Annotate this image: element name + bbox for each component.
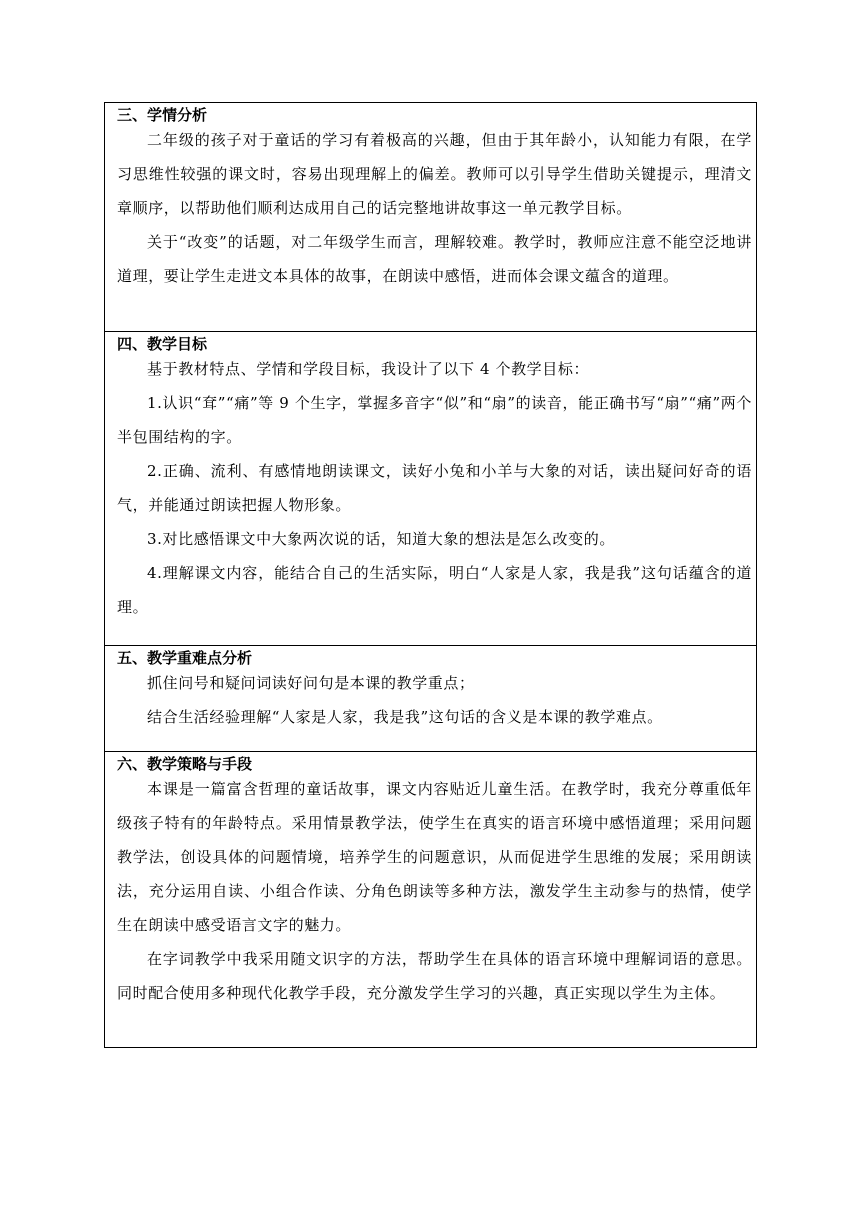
section-row-key-points	[105, 646, 757, 752]
section-row-learner-analysis	[105, 103, 757, 332]
section-paragraph: 关于“改变”的话题，对二年级学生而言，理解较难。教学时，教师应注意不能空泛地讲道理，要让学生走进文本具体的故事，在朗读中感悟，进而体会课文蕴含的道理。	[117, 233, 752, 285]
section-paragraph: 本课是一篇富含哲理的童话故事，课文内容贴近儿童生活。在教学时，我充分尊重低年级孩子特有的年龄特点。采用情景教学法，使学生在真实的语言环境中感悟道理；采用问题教学法，创设具体的问题情境，培养学生的问题意识，从而促进学生思维的发展；采用朗读法，充分运用自读、小组合作读、分角色朗读等多种方法，激发学生主动参与的热情，使学生在朗读中感受语言文字的魅力。	[117, 780, 752, 934]
section-title: 六、教学策略与手段	[117, 755, 253, 773]
section-title: 四、教学目标	[117, 335, 208, 353]
section-row-strategies	[105, 752, 757, 1048]
section-title: 五、教学重难点分析	[117, 649, 253, 667]
section-title: 三、学情分析	[117, 106, 208, 124]
goal-item: 1.认识“耷”“痛”等 9 个生字，掌握多音字“似”和“扇”的读音，能正确书写“扇”“痛”两个半包围结构的字。	[117, 394, 752, 446]
section-paragraph: 抓住问号和疑问词读好问句是本课的教学重点；	[147, 674, 475, 692]
section-paragraph: 基于教材特点、学情和学段目标，我设计了以下 4 个教学目标：	[147, 360, 590, 378]
section-cell	[105, 646, 757, 752]
section-paragraph: 结合生活经验理解“人家是人家，我是我”这句话的含义是本课的教学难点。	[147, 708, 663, 726]
goal-item: 4.理解课文内容，能结合自己的生活实际，明白“人家是人家，我是我”这句话蕴含的道理。	[117, 564, 752, 616]
goal-item: 3.对比感悟课文中大象两次说的话，知道大象的想法是怎么改变的。	[147, 530, 615, 548]
lesson-plan-table	[104, 102, 757, 1048]
section-paragraph: 二年级的孩子对于童话的学习有着极高的兴趣，但由于其年龄小，认知能力有限，在学习思维性较强的课文时，容易出现理解上的偏差。教师可以引导学生借助关键提示，理清文章顺序，以帮助他们顺利达成用自己的话完整地讲故事这一单元教学目标。	[117, 131, 752, 217]
section-paragraph: 在字词教学中我采用随文识字的方法，帮助学生在具体的语言环境中理解词语的意思。同时配合使用多种现代化教学手段，充分激发学生学习的兴趣，真正实现以学生为主体。	[117, 950, 752, 1002]
section-cell	[105, 332, 757, 646]
goal-item: 2.正确、流利、有感情地朗读课文，读好小兔和小羊与大象的对话，读出疑问好奇的语气，并能通过朗读把握人物形象。	[117, 462, 752, 514]
section-cell	[105, 752, 757, 1048]
section-cell	[105, 103, 757, 332]
section-row-teaching-goals	[105, 332, 757, 646]
